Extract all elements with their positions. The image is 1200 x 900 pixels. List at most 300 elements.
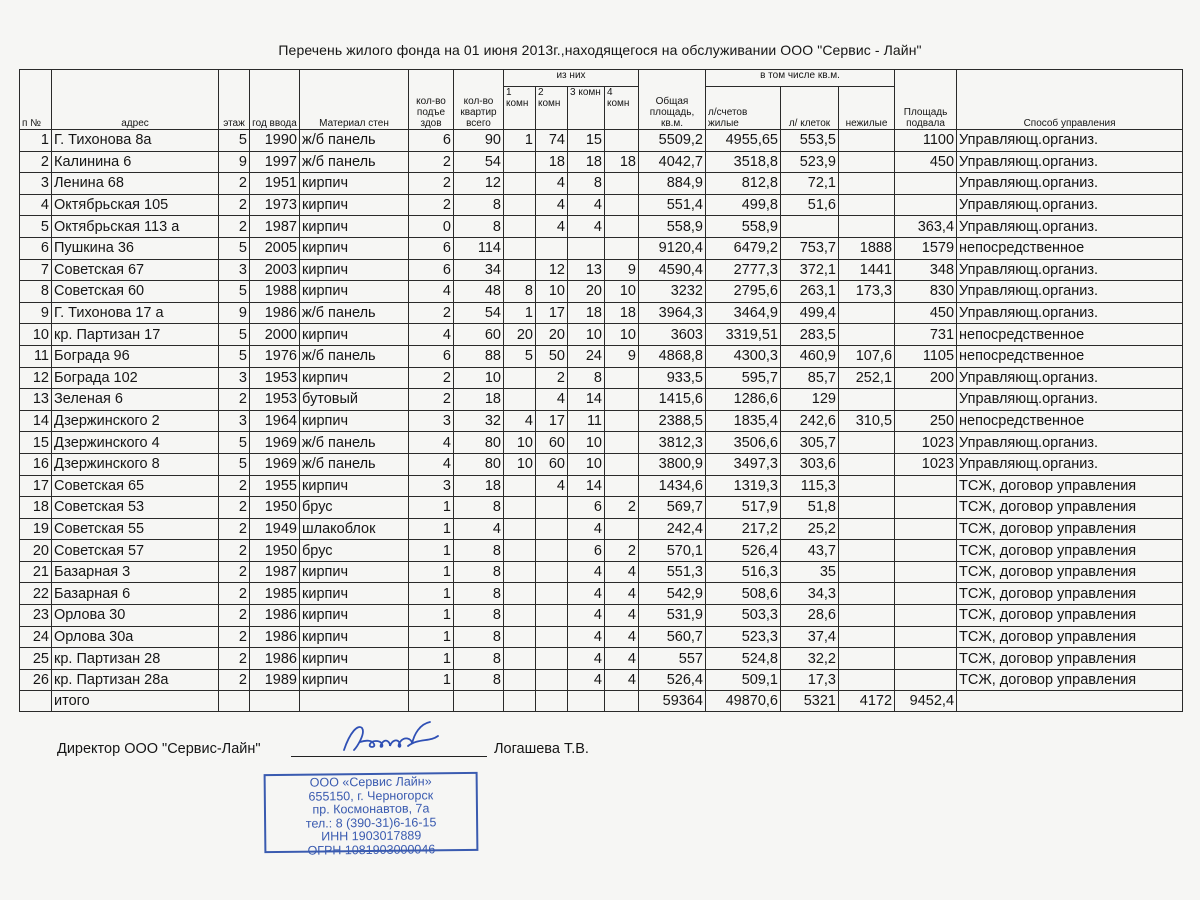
management-cell: ТСЖ, договор управления [957,648,1183,670]
rooms4-cell: 2 [605,497,639,519]
management-cell: Управляющ.организ. [957,151,1183,173]
rooms3-cell: 18 [568,151,605,173]
management-cell: ТСЖ, договор управления [957,669,1183,691]
stamp-line: ИНН 1903017889 [321,828,422,844]
material-cell: кирпич [300,324,409,346]
apartments-cell: 60 [454,324,504,346]
rooms1-cell: 20 [504,324,536,346]
address-cell: Советская 67 [52,259,219,281]
entrances-cell: 2 [409,151,454,173]
rooms1-cell: 10 [504,432,536,454]
floors-cell: 2 [219,583,250,605]
material-cell: кирпич [300,583,409,605]
rooms3-cell: 4 [568,669,605,691]
table-row [20,281,1183,303]
living-area-cell: 1286,6 [706,389,781,411]
stairs-area-cell: 32,2 [781,648,839,670]
material-cell: кирпич [300,626,409,648]
living-area-cell: 508,6 [706,583,781,605]
total-area-sum: 59364 [639,691,706,712]
address-cell: Октябрьская 105 [52,194,219,216]
row-num: 17 [20,475,52,497]
total-area-cell: 569,7 [639,497,706,519]
floors-cell: 2 [219,540,250,562]
row-num: 6 [20,237,52,259]
table-row [20,367,1183,389]
entrances-cell: 1 [409,648,454,670]
rooms1-cell [504,561,536,583]
rooms2-cell: 18 [536,151,568,173]
nonres-area-cell [839,518,895,540]
nonres-area-cell [839,583,895,605]
address-cell: Бограда 96 [52,345,219,367]
entrances-cell: 4 [409,324,454,346]
entrances-cell: 2 [409,302,454,324]
rooms2-cell: 20 [536,324,568,346]
apartments-cell: 48 [454,281,504,303]
header-rooms-2: 2 комн [536,87,568,130]
rooms2-cell: 17 [536,410,568,432]
rooms3-cell: 18 [568,302,605,324]
table-row [20,432,1183,454]
rooms3-cell: 15 [568,130,605,152]
entrances-cell: 1 [409,497,454,519]
management-cell: непосредственное [957,324,1183,346]
total-area-cell: 4590,4 [639,259,706,281]
basement-area-cell [895,605,957,627]
stairs-area-cell: 303,6 [781,453,839,475]
living-area-cell: 3319,51 [706,324,781,346]
rooms3-cell: 4 [568,605,605,627]
entrances-cell: 4 [409,281,454,303]
management-cell: ТСЖ, договор управления [957,626,1183,648]
entrances-cell: 1 [409,561,454,583]
table-row [20,583,1183,605]
stairs-area-cell: 553,5 [781,130,839,152]
material-cell: шлакоблок [300,518,409,540]
year-cell: 1986 [250,302,300,324]
header-stairs: л/ клеток [781,87,839,130]
housing-stock-table [19,69,1183,712]
basement-area-cell: 1023 [895,453,957,475]
total-area-cell: 3232 [639,281,706,303]
year-cell: 1953 [250,389,300,411]
nonres-area-cell [839,540,895,562]
year-cell: 2005 [250,237,300,259]
entrances-cell: 1 [409,583,454,605]
basement-area-cell: 348 [895,259,957,281]
stairs-area-cell: 43,7 [781,540,839,562]
row-num: 12 [20,367,52,389]
company-stamp [264,772,479,858]
living-area-cell: 4955,65 [706,130,781,152]
stairs-area-cell: 460,9 [781,345,839,367]
rooms2-cell [536,605,568,627]
table-row [20,173,1183,195]
year-cell: 1989 [250,669,300,691]
apartments-cell: 8 [454,583,504,605]
total-area-cell: 570,1 [639,540,706,562]
header-floors: этаж [219,70,250,130]
rooms4-cell [605,518,639,540]
row-num: 14 [20,410,52,432]
stairs-area-cell: 372,1 [781,259,839,281]
basement-area-cell [895,389,957,411]
stairs-area-cell: 305,7 [781,432,839,454]
apartments-cell: 8 [454,216,504,238]
rooms2-cell: 12 [536,259,568,281]
material-cell: брус [300,540,409,562]
material-cell: ж/б панель [300,302,409,324]
rooms3-cell: 20 [568,281,605,303]
rooms1-cell: 1 [504,130,536,152]
row-num: 19 [20,518,52,540]
basement-area-cell: 200 [895,367,957,389]
management-cell: ТСЖ, договор управления [957,540,1183,562]
table-row [20,130,1183,152]
address-cell: Ленина 68 [52,173,219,195]
floors-cell: 2 [219,194,250,216]
year-cell: 1990 [250,130,300,152]
rooms2-cell [536,669,568,691]
address-cell: Зеленая 6 [52,389,219,411]
address-cell: Советская 65 [52,475,219,497]
stairs-area-cell: 34,3 [781,583,839,605]
entrances-cell: 2 [409,367,454,389]
year-cell: 1969 [250,453,300,475]
rooms1-cell [504,216,536,238]
rooms3-cell: 6 [568,540,605,562]
management-cell: Управляющ.организ. [957,453,1183,475]
rooms4-cell [605,216,639,238]
basement-area-cell: 450 [895,302,957,324]
rooms1-cell [504,518,536,540]
material-cell: кирпич [300,259,409,281]
stamp-line: тел.: 8 (390-31)6-16-15 [305,814,437,831]
year-cell: 1987 [250,216,300,238]
rooms2-cell [536,626,568,648]
row-num: 24 [20,626,52,648]
table-row [20,497,1183,519]
rooms3-cell: 6 [568,497,605,519]
table-row [20,259,1183,281]
total-area-cell: 542,9 [639,583,706,605]
nonres-area-cell [839,475,895,497]
row-num: 25 [20,648,52,670]
management-cell: ТСЖ, договор управления [957,497,1183,519]
stairs-area-cell: 25,2 [781,518,839,540]
address-cell: Дзержинского 4 [52,432,219,454]
rooms1-cell [504,605,536,627]
apartments-cell: 32 [454,410,504,432]
living-area-cell: 595,7 [706,367,781,389]
floors-cell: 9 [219,151,250,173]
nonres-area-cell: 173,3 [839,281,895,303]
row-num: 8 [20,281,52,303]
nonres-area-cell [839,302,895,324]
management-cell: Управляющ.организ. [957,130,1183,152]
living-area-cell: 503,3 [706,605,781,627]
row-num: 21 [20,561,52,583]
total-area-cell: 4042,7 [639,151,706,173]
document-title: Перечень жилого фонда на 01 июня 2013г.,находящегося на обслуживании ООО "Сервис - Лайн" [278,42,922,58]
material-cell: кирпич [300,216,409,238]
header-rooms-4: 4 комн [605,87,639,130]
year-cell: 1950 [250,497,300,519]
signatory-name: Логашева Т.В. [494,741,589,757]
row-num: 13 [20,389,52,411]
table-row [20,626,1183,648]
entrances-cell: 2 [409,194,454,216]
address-cell: кр. Партизан 28 [52,648,219,670]
living-area-cell: 3506,6 [706,432,781,454]
entrances-cell: 1 [409,540,454,562]
material-cell: кирпич [300,281,409,303]
floors-cell: 5 [219,281,250,303]
address-cell: Орлова 30 [52,605,219,627]
table-row [20,605,1183,627]
header-total-area: Общая площадь, кв.м. [639,70,706,130]
entrances-cell: 0 [409,216,454,238]
address-cell: Базарная 3 [52,561,219,583]
basement-area-cell: 1579 [895,237,957,259]
basement-area-cell [895,648,957,670]
entrances-cell: 2 [409,173,454,195]
material-cell: кирпич [300,194,409,216]
table-row [20,324,1183,346]
material-cell: кирпич [300,475,409,497]
management-cell: ТСЖ, договор управления [957,561,1183,583]
management-cell: ТСЖ, договор управления [957,518,1183,540]
total-area-cell: 2388,5 [639,410,706,432]
header-including: в том числе кв.м. [706,70,895,87]
management-cell: Управляющ.организ. [957,194,1183,216]
entrances-cell: 6 [409,237,454,259]
rooms4-cell: 4 [605,626,639,648]
floors-cell: 2 [219,626,250,648]
table-row [20,648,1183,670]
header-year: год ввода [250,70,300,130]
table-row [20,194,1183,216]
nonres-area-cell [839,216,895,238]
basement-area-cell [895,173,957,195]
rooms3-cell: 14 [568,475,605,497]
entrances-cell: 2 [409,389,454,411]
living-area-cell: 3464,9 [706,302,781,324]
basement-area-cell: 450 [895,151,957,173]
nonres-area-cell [839,130,895,152]
rooms3-cell: 10 [568,453,605,475]
stairs-area-cell: 263,1 [781,281,839,303]
rooms2-cell: 50 [536,345,568,367]
rooms4-cell [605,389,639,411]
rooms4-cell: 2 [605,540,639,562]
total-area-cell: 558,9 [639,216,706,238]
apartments-cell: 80 [454,432,504,454]
year-cell: 2000 [250,324,300,346]
apartments-cell: 8 [454,497,504,519]
management-cell: непосредственное [957,410,1183,432]
stairs-area-cell: 283,5 [781,324,839,346]
rooms3-cell: 4 [568,626,605,648]
nonres-area-cell [839,453,895,475]
rooms2-cell [536,497,568,519]
row-num: 15 [20,432,52,454]
rooms2-cell: 10 [536,281,568,303]
year-cell: 1964 [250,410,300,432]
rooms2-cell: 60 [536,453,568,475]
rooms4-cell [605,432,639,454]
floors-cell: 3 [219,410,250,432]
rooms1-cell: 5 [504,345,536,367]
total-area-cell: 1434,6 [639,475,706,497]
nonres-area-cell [839,669,895,691]
rooms1-cell [504,669,536,691]
nonres-area-cell [839,194,895,216]
year-cell: 1988 [250,281,300,303]
rooms2-cell [536,237,568,259]
living-area-cell: 524,8 [706,648,781,670]
stairs-area-cell: 35 [781,561,839,583]
apartments-cell: 8 [454,605,504,627]
management-cell: ТСЖ, договор управления [957,605,1183,627]
nonres-area-cell [839,648,895,670]
year-cell: 1986 [250,626,300,648]
entrances-cell: 1 [409,605,454,627]
address-cell: кр. Партизан 17 [52,324,219,346]
row-num: 22 [20,583,52,605]
total-area-cell: 551,4 [639,194,706,216]
row-num: 26 [20,669,52,691]
year-cell: 1950 [250,540,300,562]
rooms3-cell: 4 [568,518,605,540]
living-area-cell: 517,9 [706,497,781,519]
basement-area-cell: 1023 [895,432,957,454]
table-row [20,410,1183,432]
table-row [20,389,1183,411]
stairs-area-cell: 17,3 [781,669,839,691]
apartments-cell: 8 [454,626,504,648]
living-area-cell: 6479,2 [706,237,781,259]
material-cell: кирпич [300,367,409,389]
header-of-them: из них [504,70,639,87]
basement-area-cell [895,669,957,691]
year-cell: 1953 [250,367,300,389]
stairs-area-cell: 523,9 [781,151,839,173]
basement-area-cell [895,583,957,605]
nonres-area-cell [839,173,895,195]
floors-cell: 5 [219,432,250,454]
rooms3-cell: 4 [568,194,605,216]
rooms2-cell: 17 [536,302,568,324]
apartments-cell: 34 [454,259,504,281]
header-apartments: кол-во квартир всего [454,70,504,130]
row-num: 9 [20,302,52,324]
rooms1-cell [504,173,536,195]
year-cell: 1986 [250,605,300,627]
floors-cell: 2 [219,173,250,195]
total-area-cell: 3603 [639,324,706,346]
material-cell: брус [300,497,409,519]
address-cell: кр. Партизан 28а [52,669,219,691]
material-cell: ж/б панель [300,432,409,454]
rooms4-cell [605,130,639,152]
basement-area-cell [895,561,957,583]
entrances-cell: 1 [409,518,454,540]
row-num: 16 [20,453,52,475]
basement-area-cell [895,497,957,519]
rooms4-cell [605,194,639,216]
header-rooms-1: 1 комн [504,87,536,130]
management-cell: непосредственное [957,345,1183,367]
address-cell: Дзержинского 2 [52,410,219,432]
floors-cell: 2 [219,216,250,238]
floors-cell: 2 [219,497,250,519]
rooms2-cell: 4 [536,194,568,216]
rooms1-cell [504,648,536,670]
rooms3-cell: 10 [568,324,605,346]
floors-cell: 3 [219,367,250,389]
floors-cell: 2 [219,605,250,627]
rooms3-cell [568,237,605,259]
total-area-cell: 5509,2 [639,130,706,152]
stairs-area-cell: 242,6 [781,410,839,432]
stamp-line: ОГРН 1081903000046 [307,841,436,858]
apartments-cell: 88 [454,345,504,367]
living-area-cell: 1835,4 [706,410,781,432]
rooms1-cell [504,540,536,562]
nonres-area-cell [839,389,895,411]
rooms1-cell [504,151,536,173]
row-num: 18 [20,497,52,519]
nonres-area-cell [839,626,895,648]
material-cell: ж/б панель [300,151,409,173]
floors-cell: 5 [219,130,250,152]
basement-area-cell: 1105 [895,345,957,367]
material-cell: кирпич [300,173,409,195]
header-basement: Площадь подвала [895,70,957,130]
living-area-cell: 4300,3 [706,345,781,367]
rooms4-cell: 18 [605,302,639,324]
table-row [20,237,1183,259]
address-cell: Калинина 6 [52,151,219,173]
table-row [20,345,1183,367]
stairs-area-cell: 129 [781,389,839,411]
apartments-cell: 90 [454,130,504,152]
living-area-cell: 558,9 [706,216,781,238]
rooms4-cell [605,367,639,389]
rooms4-cell: 9 [605,259,639,281]
total-basement-sum: 9452,4 [895,691,957,712]
rooms1-cell [504,389,536,411]
apartments-cell: 8 [454,194,504,216]
table-row [20,151,1183,173]
rooms4-cell: 4 [605,561,639,583]
floors-cell: 2 [219,669,250,691]
address-cell: Орлова 30а [52,626,219,648]
material-cell: кирпич [300,237,409,259]
material-cell: бутовый [300,389,409,411]
rooms2-cell [536,583,568,605]
address-cell: Пушкина 36 [52,237,219,259]
nonres-area-cell [839,497,895,519]
management-cell: ТСЖ, договор управления [957,583,1183,605]
basement-area-cell: 1100 [895,130,957,152]
floors-cell: 5 [219,237,250,259]
year-cell: 1951 [250,173,300,195]
rooms3-cell: 4 [568,561,605,583]
rooms4-cell: 4 [605,605,639,627]
